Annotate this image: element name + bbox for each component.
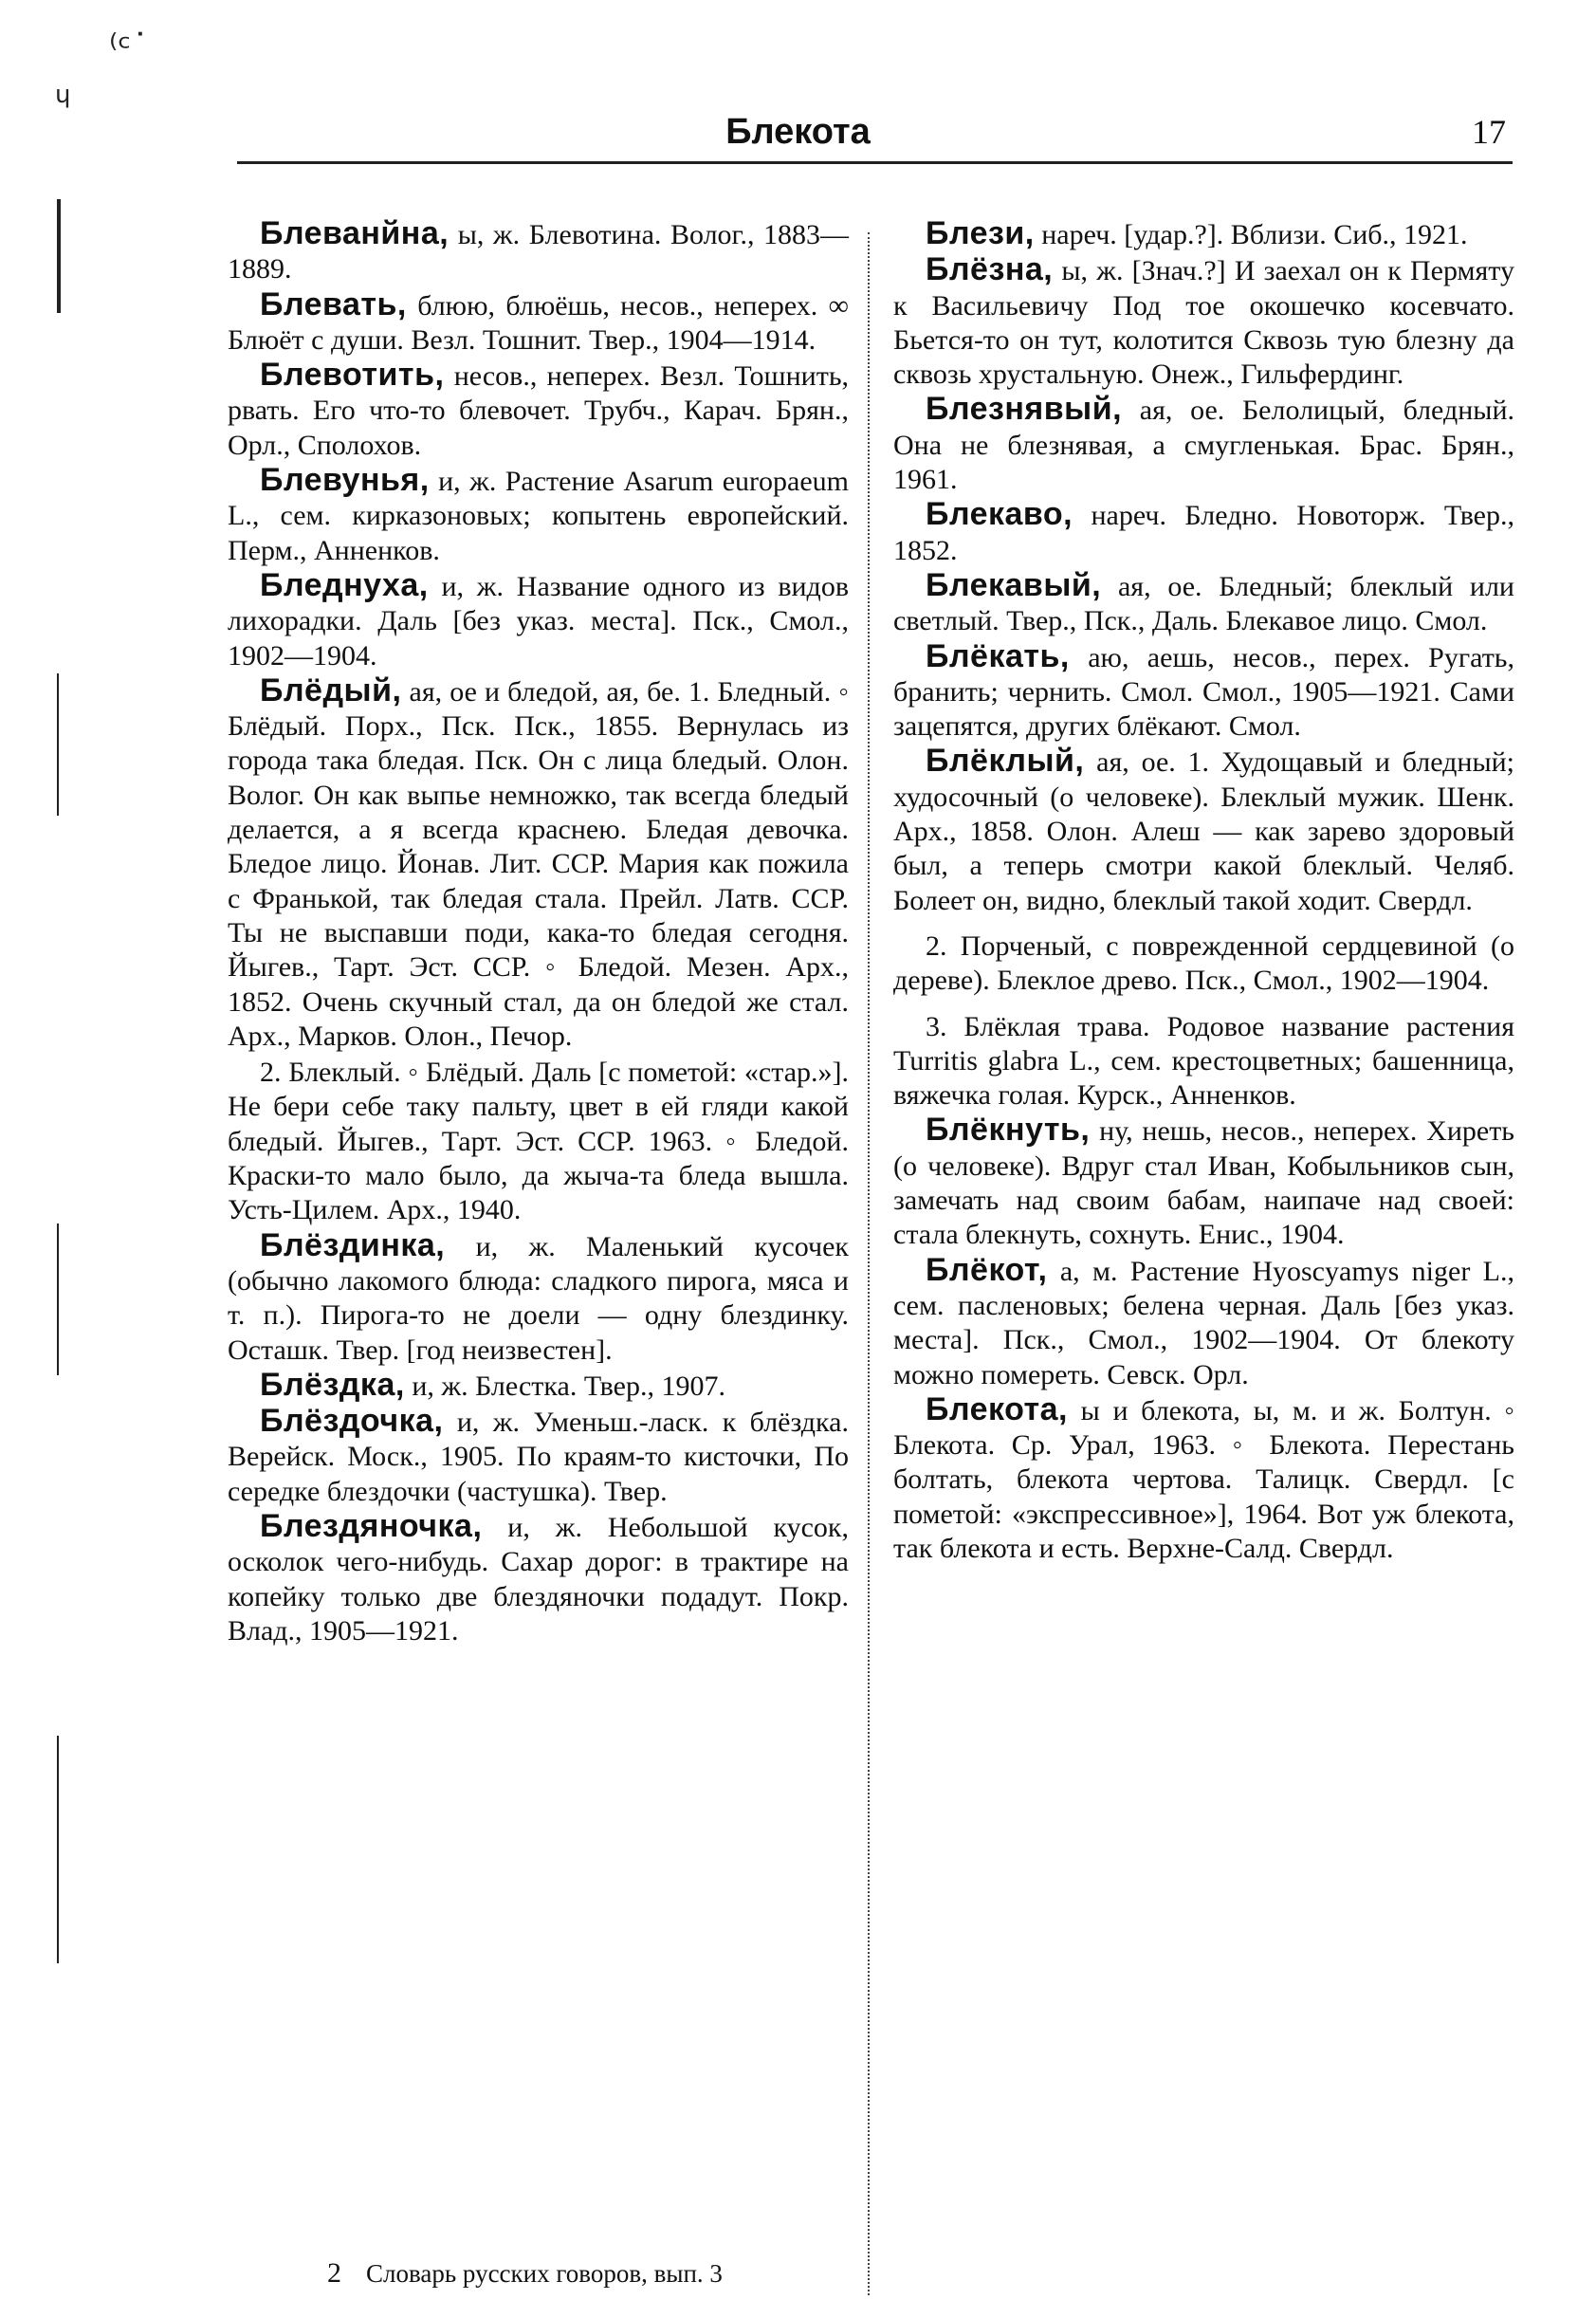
entry-text: ы, ж. Блевотина. Волог., 1883—1889. [228,219,849,285]
headword: Бледнуха, [260,566,429,603]
entry-text: и, ж. Маленький кусочек (обычно лакомого блюда: сладкого пирога, мяса и т. п.). Пирога-то не доели — одну блездинку. Осташк. Твер. [год неизвестен]. [228,1230,849,1366]
headword: Блези, [926,215,1035,251]
entry-text: и, ж. Название одного из видов лихорадки. Даль [без указ. места]. Пск., Смол., 1902—1904. [228,570,849,672]
dictionary-entry [228,287,849,359]
page-footer [327,2257,723,2290]
entry-text: 3. Блёклая трава. Родовое название растения Turritis glabra L., сем. крестоцветных; башенница, вяжечка голая. Курск., Анненков. [893,1010,1514,1112]
entry-text: и, ж. Небольшой кусок, осколок чего-нибудь. Сахар дорог: в трактире на копейку только две блездяночки подадут. Покр. Влад., 1905—1921. [228,1511,849,1647]
headword: Блеванйна, [260,215,449,251]
header-rule [237,161,1513,164]
headword: Блёздочка, [260,1403,444,1440]
headword: Блёкать, [926,637,1070,674]
entry-subsense [893,928,1514,999]
headword: Блекаво, [926,496,1073,533]
entry-text: ая, ое. Бледный; блеклый или светлый. Твер., Пск., Даль. Блекавое лицо. Смол. [893,570,1514,637]
binding-mark [57,1736,59,1963]
entry-text: ая, ое. Белолицый, бледный. Она не блезнявая, а смугленькая. Брас. Брян., 1961. [893,395,1514,496]
headword: Блёздка, [260,1366,405,1403]
dictionary-entry [228,1404,849,1509]
dictionary-entry [228,1228,849,1368]
entry-text: несов., неперех. Везл. Тошнить, рвать. Его что-то блевочет. Трубч., Карач. Брян., Орл., Сполохов. [228,360,849,461]
headword: Блевунья, [260,462,430,499]
binding-mark [57,1224,59,1375]
dictionary-entry [893,216,1514,252]
entry-text: нареч. [удар.?]. Вблизи. Сиб., 1921. [1034,219,1468,250]
dictionary-entry [893,392,1514,497]
entry-text: и, ж. Блестка. Твер., 1907. [404,1370,725,1402]
scan-mark-corner: ɥ [55,81,71,109]
headword: Блёклый, [926,743,1085,780]
entry-text: ну, нешь, несов., неперех. Хиреть (о человеке). Вдруг стал Иван, Кобыльников сын, замечать над своим бабам, наипаче над своей: стала блекнуть, сохнуть. Енис., 1904. [893,1115,1514,1251]
page-title: Блекота [725,112,871,152]
binding-mark [57,199,61,313]
dictionary-entry [893,252,1514,392]
entry-text: ая, ое и бледой, ая, бе. 1. Бледный. ◦ Блёдый. Порх., Пск. Пск., 1855. Вернулась из города така бледая. Пск. Он с лица бледый. Олон. Волог. Он как выпье немножко, так всегда бледый делается, а я всегда краснею. Бледая девочка. Бледое лицо. Йонав. Лит. ССР. Мария как пожила с Франькой, так бледая стала. Прейл. Латв. ССР. Ты не выспавши поди, кака-то бледая сегодня. Йыгев., Тарт. Эст. ССР. ◦ Бледой. Мезен. Арх., 1852. Очень скучный стал, да он бледой же стал. Арх., Марков. Олон., Печор. [228,675,849,1052]
headword: Блекота, [926,1390,1068,1427]
dictionary-entry [228,1509,849,1648]
dictionary-entry [228,216,849,287]
dictionary-entry [893,568,1514,639]
dictionary-entry [893,1113,1514,1252]
entry-text: и, ж. Растение Asarum europaeum L., сем. кирказоновых; копытень европейский. Перм., Анненков. [228,466,849,566]
entry-subsense [893,1008,1514,1113]
entry-text: аю, аешь, несов., перех. Ругать, бранить; чернить. Смол. Смол., 1905—1921. Сами зацепятся, других блёкают. Смол. [893,641,1514,743]
column-divider [868,232,871,2295]
dictionary-entry [893,744,1514,917]
dictionary-entry [893,1253,1514,1392]
entry-text: 2. Порченый, с поврежденной сердцевиной (о дереве). Блеклое древо. Пск., Смол., 1902—1904. [893,929,1514,997]
headword: Блёздинка, [260,1226,446,1263]
dictionary-entry [893,639,1514,745]
signature-mark: 2 [327,2257,341,2289]
dictionary-entry [893,1392,1514,1566]
left-column [228,216,849,1648]
binding-mark [57,673,59,816]
right-column [893,216,1514,1566]
entry-text: блюю, блюёшь, несов., неперех. ∞ Блюёт с души. Везл. Тошнит. Твер., 1904—1914. [228,289,849,356]
dictionary-entry [228,568,849,673]
entry-text: ая, ое. 1. Худощавый и бледный; худосочный (о человеке). Блеклый мужик. Шенк. Арх., 1858. Олон. Алеш — как зарево здоровый был, а теперь смотри какой блеклый. Челяб. Болеет он, видно, блеклый такой ходит. Свердл. [893,746,1514,916]
entry-text: и, ж. Уменьш.-ласк. к блёздка. Верейск. Моск., 1905. По краям-то кисточки, По середке блездочки (частушка). Твер. [228,1407,849,1507]
headword: Блёзна, [926,251,1054,288]
scan-mark-top: ⁽ᶜ˙ [109,27,150,68]
entry-text: а, м. Растение Hyoscyamys niger L., сем. пасленовых; белена черная. Даль [без указ. места]. Пск., Смол., 1902—1904. От блекоту можно помереть. Севск. Орл. [893,1255,1514,1390]
entry-subsense [228,1054,849,1227]
headword: Блевотить, [260,357,445,394]
headword: Блездяночка, [260,1507,483,1544]
page-number: 17 [1472,113,1506,151]
dictionary-entry [228,358,849,463]
headword: Блевать, [260,285,407,322]
headword: Блёкот, [926,1251,1048,1288]
headword: Блёдый, [260,672,402,708]
headword: Блекавый, [926,566,1102,603]
dictionary-entry [228,1368,849,1404]
dictionary-entry [893,497,1514,568]
dictionary-entry [228,463,849,568]
headword: Блёкнуть, [926,1112,1091,1149]
footer-text: Словарь русских говоров, вып. 3 [366,2259,723,2288]
dictionary-entry [228,673,849,1054]
entry-text: ы, ж. [Знач.?] И заехал он к Пермяту к Васильевичу Под тое окошечко косевчато. Бьется-то он тут, колотится Сквозь тую блезну да сквозь хрустальную. Онеж., Гильфердинг. [893,255,1514,391]
entry-text: ы и блекота, ы, м. и ж. Болтун. ◦ Блекота. Ср. Урал, 1963. ◦ Блекота. Перестань болтать, блекота чертова. Талицк. Свердл. [с пометой: «экспрессивное»], 1964. Вот уж блекота, так блекота и есть. Верхне-Салд. Свердл. [893,1394,1514,1564]
entry-text: нареч. Бледно. Новоторж. Твер., 1852. [893,500,1514,566]
entry-text: 2. Блеклый. ◦ Блёдый. Даль [с пометой: «стар.»]. Не бери себе таку пальту, цвет в ей гляди какой бледый. Йыгев., Тарт. Эст. ССР. 1963. ◦ Бледой. Краски-то мало было, да жыча-та бледа вышла. Усть-Цилем. Арх., 1940. [228,1057,849,1226]
headword: Блезнявый, [926,391,1123,428]
